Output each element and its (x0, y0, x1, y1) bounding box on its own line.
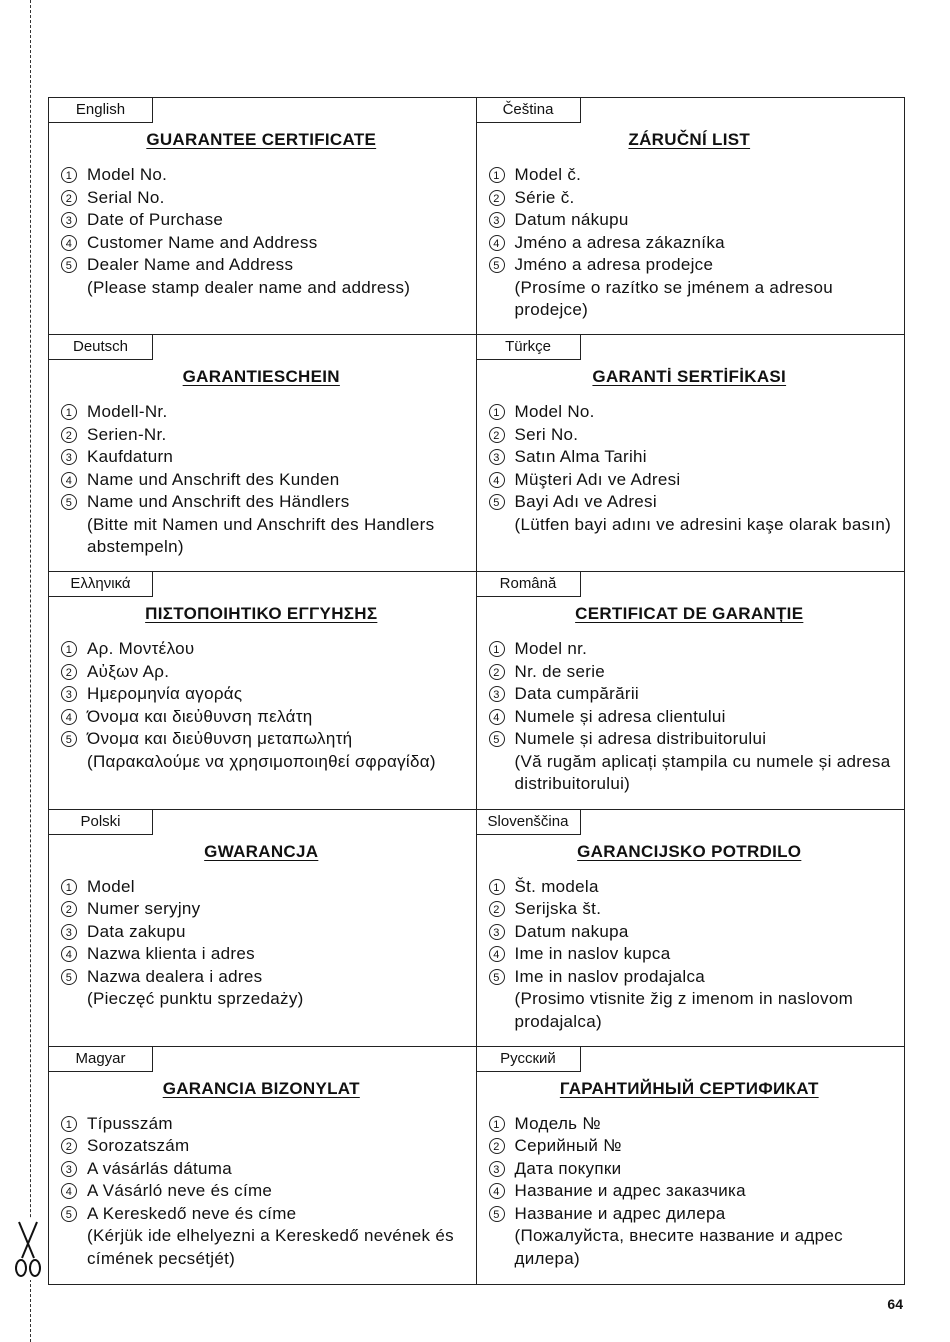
circled-number-icon: 3 (489, 449, 505, 465)
certificate-title: ΠΙΣΤΟΠΟΙΗΤΙΚΟ ΕΓΓΥΗΣΗΣ (145, 604, 378, 624)
field-item (487, 1158, 893, 1181)
field-label: Modell-Nr. (87, 402, 168, 422)
field-item (487, 728, 893, 751)
field-label: Model (87, 876, 135, 896)
field-label: Название и адрес дилера (514, 1203, 726, 1223)
circled-number-icon: 5 (489, 969, 505, 985)
guarantee-certificate-grid (48, 97, 905, 1285)
circled-number-icon: 2 (489, 1138, 505, 1154)
field-item (59, 187, 464, 210)
field-item (59, 638, 464, 661)
certificate-title: ZÁRUČNÍ LIST (628, 130, 751, 149)
field-item (59, 966, 464, 989)
field-item (487, 1180, 893, 1203)
circled-number-icon: 5 (61, 494, 77, 510)
circled-number-icon: 5 (489, 731, 505, 747)
circled-number-icon: 4 (61, 235, 77, 251)
certificate-title: GARANCIJSKO POTRDILO (577, 841, 802, 861)
field-item (487, 683, 893, 706)
field-item (59, 469, 464, 492)
circled-number-icon: 2 (489, 901, 505, 917)
field-label: Serijska št. (514, 899, 602, 919)
field-item (487, 232, 893, 255)
circled-number-icon: 4 (61, 1183, 77, 1199)
field-item (59, 943, 464, 966)
scissors-icon (13, 1218, 43, 1280)
circled-number-icon: 5 (61, 257, 77, 273)
field-item (59, 424, 464, 447)
language-label: Polski (49, 810, 153, 835)
circled-number-icon: 1 (61, 404, 77, 420)
field-label: Numer seryjny (87, 899, 201, 919)
field-item (487, 491, 893, 514)
field-item (487, 638, 893, 661)
stamp-note: (Pieczęć punktu sprzedaży) (87, 989, 304, 1009)
circled-number-icon: 1 (489, 1116, 505, 1132)
field-label: Bayi Adı ve Adresi (514, 492, 657, 512)
field-item (487, 424, 893, 447)
circled-number-icon: 3 (489, 686, 505, 702)
circled-number-icon: 1 (489, 404, 505, 420)
field-label: Nr. de serie (514, 661, 606, 681)
language-label: Čeština (477, 98, 581, 123)
stamp-note: (Prosíme o razítko se jménem a adresou prodejce) (514, 277, 833, 319)
stamp-note: (Please stamp dealer name and address) (87, 277, 411, 297)
circled-number-icon: 1 (61, 1116, 77, 1132)
circled-number-icon: 5 (489, 494, 505, 510)
field-label: Customer Name and Address (87, 232, 318, 252)
field-label: Numele și adresa clientului (514, 706, 726, 726)
field-list (59, 401, 464, 559)
field-item (487, 876, 893, 899)
certificate-cell (49, 98, 477, 335)
field-label: Seri No. (514, 424, 579, 444)
language-label: Magyar (49, 1047, 153, 1072)
field-label: Name und Anschrift des Händlers (87, 492, 350, 512)
certificate-title: GARANTIESCHEIN (182, 367, 340, 387)
field-item (59, 254, 464, 277)
circled-number-icon: 3 (61, 212, 77, 228)
field-item (487, 706, 893, 729)
field-item (487, 966, 893, 989)
field-list (59, 164, 464, 299)
field-label: A Vásárló neve és címe (87, 1181, 273, 1201)
field-label: Model nr. (514, 639, 588, 659)
field-list (487, 876, 893, 1034)
field-item (59, 401, 464, 424)
circled-number-icon: 3 (61, 924, 77, 940)
field-item (487, 446, 893, 469)
field-item (59, 661, 464, 684)
field-item (59, 1113, 464, 1136)
certificate-title: ГАРАНТИЙНЫЙ СЕРТИФИКАТ (559, 1078, 819, 1098)
field-item (59, 209, 464, 232)
field-item (59, 1203, 464, 1226)
certificate-title: GWARANCJA (204, 841, 319, 861)
circled-number-icon: 3 (489, 212, 505, 228)
circled-number-icon: 5 (61, 969, 77, 985)
circled-number-icon: 4 (489, 946, 505, 962)
circled-number-icon: 4 (61, 709, 77, 725)
certificate-title: GARANCIA BIZONYLAT (162, 1078, 360, 1098)
language-label: Ελληνικά (49, 572, 153, 597)
field-item (487, 943, 893, 966)
circled-number-icon: 1 (61, 167, 77, 183)
circled-number-icon: 2 (489, 664, 505, 680)
certificate-cell (49, 335, 477, 572)
circled-number-icon: 1 (489, 641, 505, 657)
page-number: 64 (887, 1296, 903, 1312)
language-label: Türkçe (477, 335, 581, 360)
certificate-cell (477, 572, 905, 809)
language-label: Slovenščina (477, 810, 581, 835)
circled-number-icon: 3 (489, 924, 505, 940)
language-label: Română (477, 572, 581, 597)
circled-number-icon: 2 (61, 1138, 77, 1154)
circled-number-icon: 5 (489, 1206, 505, 1222)
certificate-cell (49, 572, 477, 809)
circled-number-icon: 1 (61, 879, 77, 895)
circled-number-icon: 2 (489, 190, 505, 206)
field-item (59, 232, 464, 255)
field-item (487, 1113, 893, 1136)
field-label: Satın Alma Tarihi (514, 447, 647, 467)
field-list (59, 876, 464, 1011)
field-label: Название и адрес заказчика (514, 1181, 746, 1201)
circled-number-icon: 2 (61, 664, 77, 680)
circled-number-icon: 2 (61, 427, 77, 443)
stamp-note: (Bitte mit Namen und Anschrift des Handlers abstempeln) (87, 514, 435, 557)
circled-number-icon: 2 (61, 901, 77, 917)
field-item (59, 164, 464, 187)
language-label: English (49, 98, 153, 123)
field-label: A vásárlás dátuma (87, 1158, 232, 1178)
field-list (487, 1113, 893, 1271)
language-label: Deutsch (49, 335, 153, 360)
circled-number-icon: 4 (61, 946, 77, 962)
circled-number-icon: 3 (489, 1161, 505, 1177)
field-label: Όνομα και διεὐθυνση πελάτη (87, 706, 313, 726)
field-list (59, 1113, 464, 1271)
field-item (59, 1180, 464, 1203)
field-item (487, 921, 893, 944)
circled-number-icon: 4 (61, 472, 77, 488)
circled-number-icon: 3 (61, 1161, 77, 1177)
field-label: Date of Purchase (87, 210, 224, 229)
circled-number-icon: 4 (489, 709, 505, 725)
field-label: Kaufdaturn (87, 447, 174, 467)
field-label: Datum nákupu (514, 210, 629, 229)
circled-number-icon: 4 (489, 235, 505, 251)
stamp-note: (Vă rugăm aplicați ștampila cu numele și adresa distribuitorului) (514, 751, 891, 794)
certificate-title: GUARANTEE CERTIFICATE (146, 130, 377, 149)
field-label: Jméno a adresa zákazníka (514, 232, 725, 252)
field-label: Model č. (514, 165, 582, 184)
field-label: Name und Anschrift des Kunden (87, 469, 340, 489)
certificate-cell (477, 1047, 905, 1284)
field-label: Data zakupu (87, 921, 186, 941)
field-item (59, 921, 464, 944)
field-label: Серийный № (514, 1136, 622, 1156)
circled-number-icon: 2 (489, 427, 505, 443)
field-label: Όνομα και διεὐθυνση μεταπωλητή (87, 729, 353, 749)
field-item (59, 446, 464, 469)
stamp-note: (Kérjük ide elhelyezni a Kereskedő nevének és címének pecsétjét) (87, 1226, 454, 1268)
field-item (487, 209, 893, 232)
field-label: Št. modela (514, 876, 599, 896)
field-item (487, 1135, 893, 1158)
field-item (59, 728, 464, 751)
field-label: Serien-Nr. (87, 424, 167, 444)
field-label: Αρ. Μοντέλου (87, 639, 195, 659)
language-label: Русский (477, 1047, 581, 1072)
field-list (487, 164, 893, 322)
circled-number-icon: 2 (61, 190, 77, 206)
field-label: Serial No. (87, 187, 165, 207)
field-item (59, 898, 464, 921)
field-item (59, 491, 464, 514)
field-label: Série č. (514, 187, 575, 207)
field-label: Data cumpărării (514, 684, 639, 704)
field-label: Dealer Name and Address (87, 255, 294, 274)
field-label: Müşteri Adı ve Adresi (514, 469, 681, 489)
field-label: Ime in naslov kupca (514, 944, 671, 964)
circled-number-icon: 1 (61, 641, 77, 657)
circled-number-icon: 1 (489, 167, 505, 183)
certificate-cell (49, 810, 477, 1047)
field-item (59, 1158, 464, 1181)
field-item (487, 254, 893, 277)
field-item (487, 401, 893, 424)
circled-number-icon: 5 (489, 257, 505, 273)
field-item (487, 187, 893, 210)
field-label: Model No. (87, 165, 168, 184)
field-label: Numele și adresa distribuitorului (514, 729, 767, 749)
field-label: Модель № (514, 1113, 601, 1133)
field-label: Ημερομηνία αγοράς (87, 684, 243, 704)
certificate-cell (477, 810, 905, 1047)
field-label: Αὐξων Αρ. (87, 661, 170, 681)
field-label: Típusszám (87, 1113, 173, 1133)
field-label: Nazwa dealera i adres (87, 966, 263, 986)
field-list (487, 638, 893, 796)
stamp-note: (Lütfen bayi adını ve adresini kaşe olarak basın) (514, 514, 892, 534)
field-item (487, 898, 893, 921)
certificate-cell (477, 98, 905, 335)
certificate-title: GARANTİ SERTİFİKASI (592, 367, 787, 387)
field-label: A Kereskedő neve és címe (87, 1203, 297, 1223)
field-label: Datum nakupa (514, 921, 629, 941)
certificate-title: CERTIFICAT DE GARANȚIE (575, 604, 804, 624)
field-item (59, 683, 464, 706)
circled-number-icon: 5 (61, 1206, 77, 1222)
field-label: Дата покупки (514, 1158, 622, 1178)
stamp-note: (Prosimo vtisnite žig z imenom in naslovom prodajalca) (514, 989, 854, 1031)
certificate-cell (477, 335, 905, 572)
field-list (59, 638, 464, 773)
field-label: Sorozatszám (87, 1136, 190, 1156)
field-item (59, 1135, 464, 1158)
field-item (487, 1203, 893, 1226)
stamp-note: (Παρακαλούμε να χρησιμοποιηθεί σφραγίδα) (87, 751, 436, 771)
circled-number-icon: 4 (489, 1183, 505, 1199)
field-item (59, 876, 464, 899)
circled-number-icon: 4 (489, 472, 505, 488)
field-item (59, 706, 464, 729)
field-item (487, 661, 893, 684)
circled-number-icon: 5 (61, 731, 77, 747)
circled-number-icon: 1 (489, 879, 505, 895)
circled-number-icon: 3 (61, 686, 77, 702)
cut-line (30, 0, 31, 1342)
field-item (487, 469, 893, 492)
field-label: Nazwa klienta i adres (87, 944, 255, 964)
field-list (487, 401, 893, 536)
stamp-note: (Пожалуйста, внесите название и адрес дилера) (514, 1226, 843, 1268)
circled-number-icon: 3 (61, 449, 77, 465)
field-label: Jméno a adresa prodejce (514, 255, 714, 274)
field-label: Ime in naslov prodajalca (514, 966, 706, 986)
field-item (487, 164, 893, 187)
field-label: Model No. (514, 402, 595, 422)
certificate-cell (49, 1047, 477, 1284)
